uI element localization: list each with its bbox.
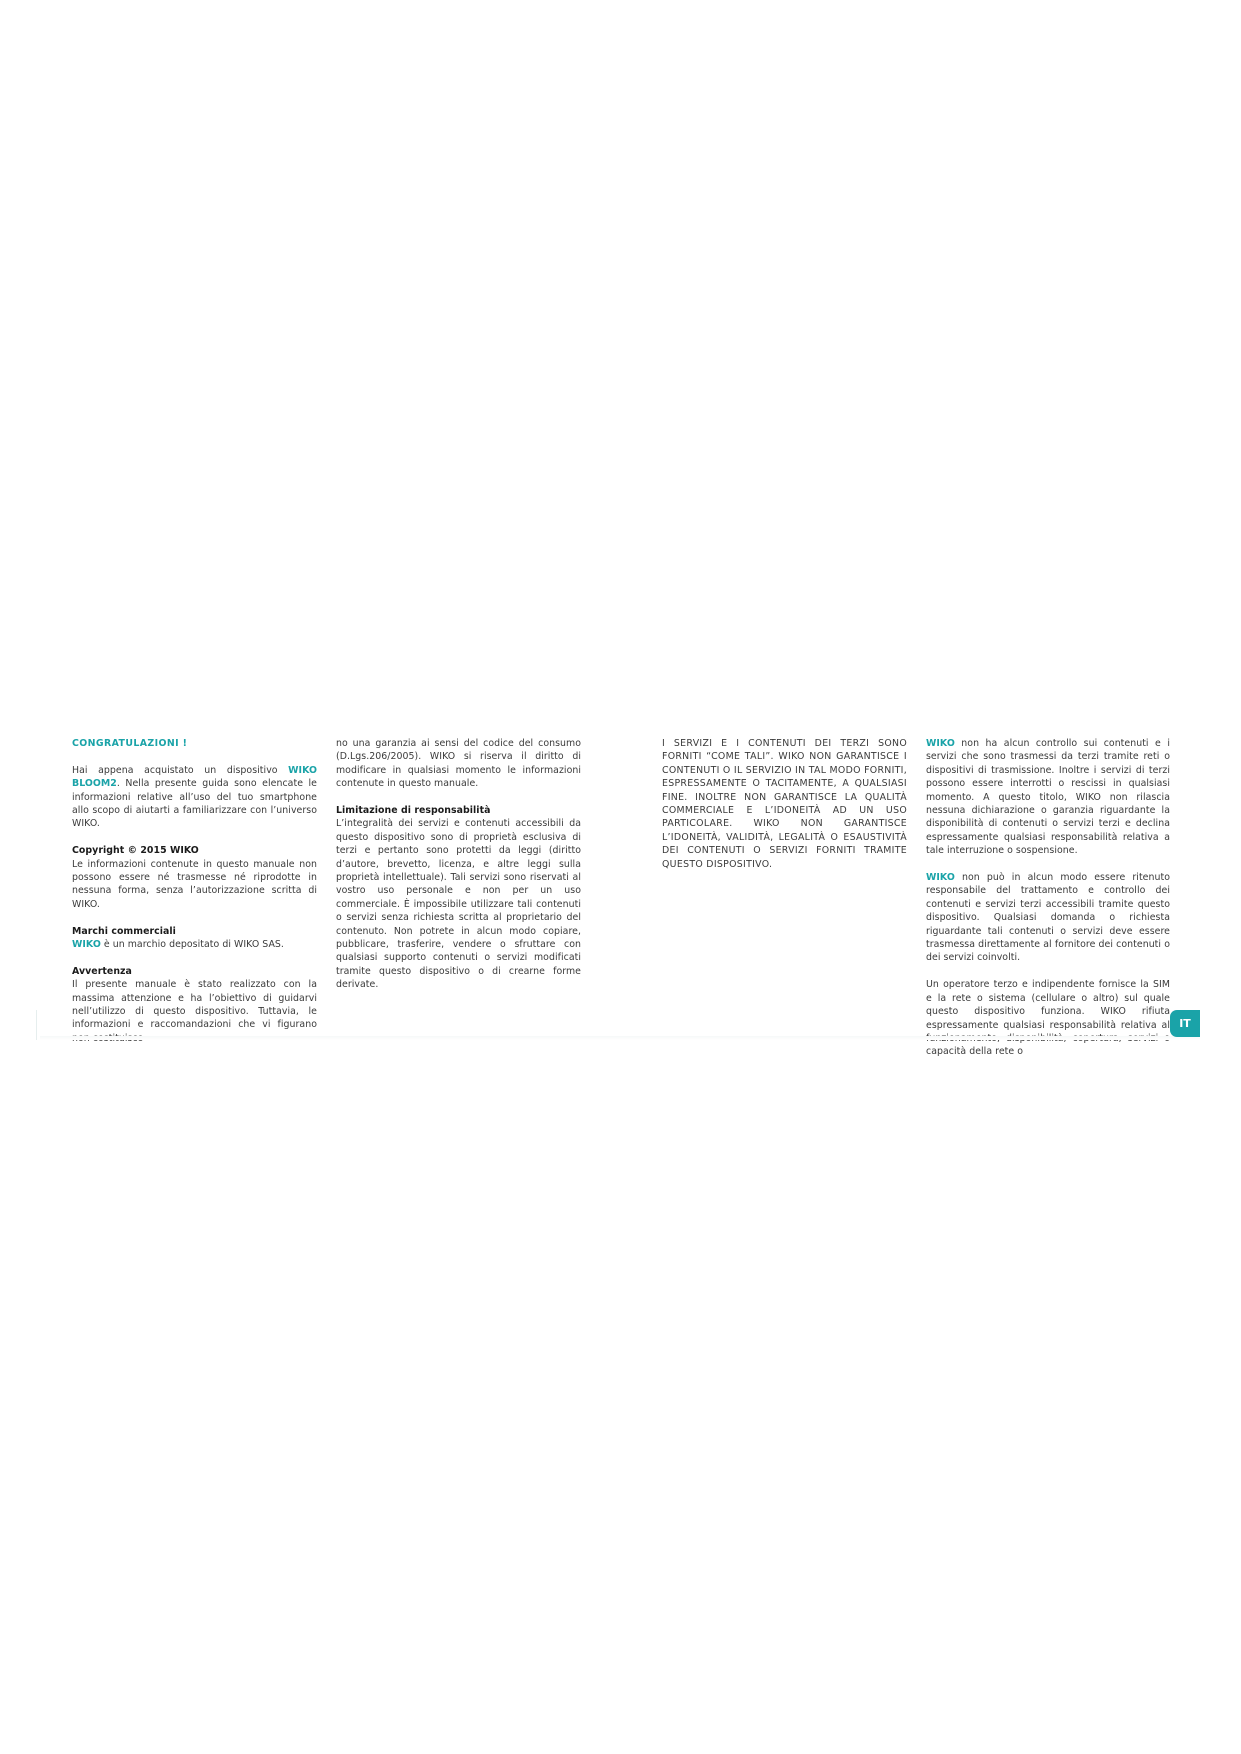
liability-title: Limitazione di responsabilità — [336, 805, 491, 817]
column-3 — [662, 737, 907, 871]
trademark-text: WIKO è un marchio depositato di WIKO SAS. — [72, 939, 284, 951]
product-name: WIKO BLOOM2 — [72, 764, 317, 790]
third-party-control-paragraph: WIKO non ha alcun controllo sui contenuti e i servizi che sono trasmessi da terzi tramite reti o dispositivi di trasmissione. Inoltre i servizi di terzi possono essere interrotti o rescissi in qualsiasi momento. A questo titolo, WIKO non rilascia nessuna dichiarazione o garanzia riguardante la disponibilità di contenuti o servizi terzi e declina espressamente qualsiasi responsabilità relativa a tale interruzione o sospensione. — [926, 738, 1170, 857]
continuation-text: no una garanzia ai sensi del codice del consumo (D.Lgs.206/2005). WIKO si riserva il diritto di modificare in qualsiasi momento le informazioni contenute in questo manuale. — [336, 738, 581, 790]
third-party-responsibility-paragraph: WIKO non può in alcun modo essere ritenuto responsabile del trattamento e controllo dei contenuti e servizi terzi accessibili tramite questo dispositivo. Qualsiasi domanda o richiesta riguardante tali contenuti o servizi deve essere trasmessa direttamente al fornitore dei contenuti o dei servizi coinvolti. — [926, 872, 1170, 964]
trademark-title: Marchi commerciali — [72, 925, 176, 937]
column-2 — [336, 737, 581, 992]
copyright-text: Le informazioni contenute in questo manuale non possono essere né trasmesse né riprodotte in nessuna forma, senza l’autorizzazione scritta di WIKO. — [72, 858, 317, 910]
copyright-title: Copyright © 2015 WIKO — [72, 845, 199, 857]
column-4 — [926, 737, 1170, 1059]
warning-text: Il presente manuale è stato realizzato con la massima attenzione e ha l’obiettivo di guidarvi nell’utilizzo di questo dispositivo. Tuttavia, le informazioni e raccomandazioni che vi figurano — [72, 979, 317, 1031]
column-1 — [72, 737, 317, 1045]
congratulations-heading: CONGRATULAZIONI ! — [72, 738, 188, 749]
intro-paragraph: Hai appena acquistato un dispositivo WIKO BLOOM2. Nella presente guida sono elencate le informazioni relative all’uso del tuo smartphone allo scopo di aiutarti a familiarizzare con l’universo WIKO. — [72, 764, 317, 830]
operator-paragraph: Un operatore terzo e indipendente fornisce la SIM e la rete o sistema (cellulare o altro) sul quale questo dispositivo funziona. WIKO rifiuta espressamente qualsiasi responsabilità relativa al capacità della rete o — [926, 979, 1170, 1058]
language-tab: IT — [1170, 1010, 1200, 1037]
page-edge-divider — [36, 1010, 37, 1040]
liability-text: L’integralità dei servizi e contenuti accessibili da questo dispositivo sono di proprietà esclusiva di terzi e pertanto sono protetti da leggi (diritto d’autore, brevetto, licenza, e altre leggi sulla proprietà intellettuale). Tali servizi sono riservati al vostro uso personale e non per un uso commerciale. È impossibile utilizzare tali contenuti o servizi senza richiesta scritta al proprietario del contenuto. Non potrete in alcun modo copiare, pubblicare, trasferire, vendere o sfruttare con qualsiasi supporto contenuti o servizi modificati tramite questo dispositivo o di crearne forme derivate. — [336, 818, 581, 991]
warning-title: Avvertenza — [72, 965, 132, 977]
disclaimer-uppercase-text: I SERVIZI E I CONTENUTI DEI TERZI SONO FORNITI “COME TALI”. WIKO NON GARANTISCE I CONTENUTI O IL SERVIZIO IN TAL MODO FORNITI, ESPRESSAMENTE O TACITAMENTE, A QUALSIASI FINE. INOLTRE NON GARANTISCE LA QUALITÀ COMMERCIALE E L’IDONEITÀ AD UN USO PARTICOLARE. WIKO NON GARANTISCE L’IDONEITÀ, VALIDITÀ, LEGALITÀ O ESAUSTIVITÀ DEI CONTENUTI O SERVIZI FORNITI TRAMITE QUESTO DISPOSITIVO. — [662, 738, 908, 870]
page-bottom-shadow — [40, 1036, 1200, 1040]
